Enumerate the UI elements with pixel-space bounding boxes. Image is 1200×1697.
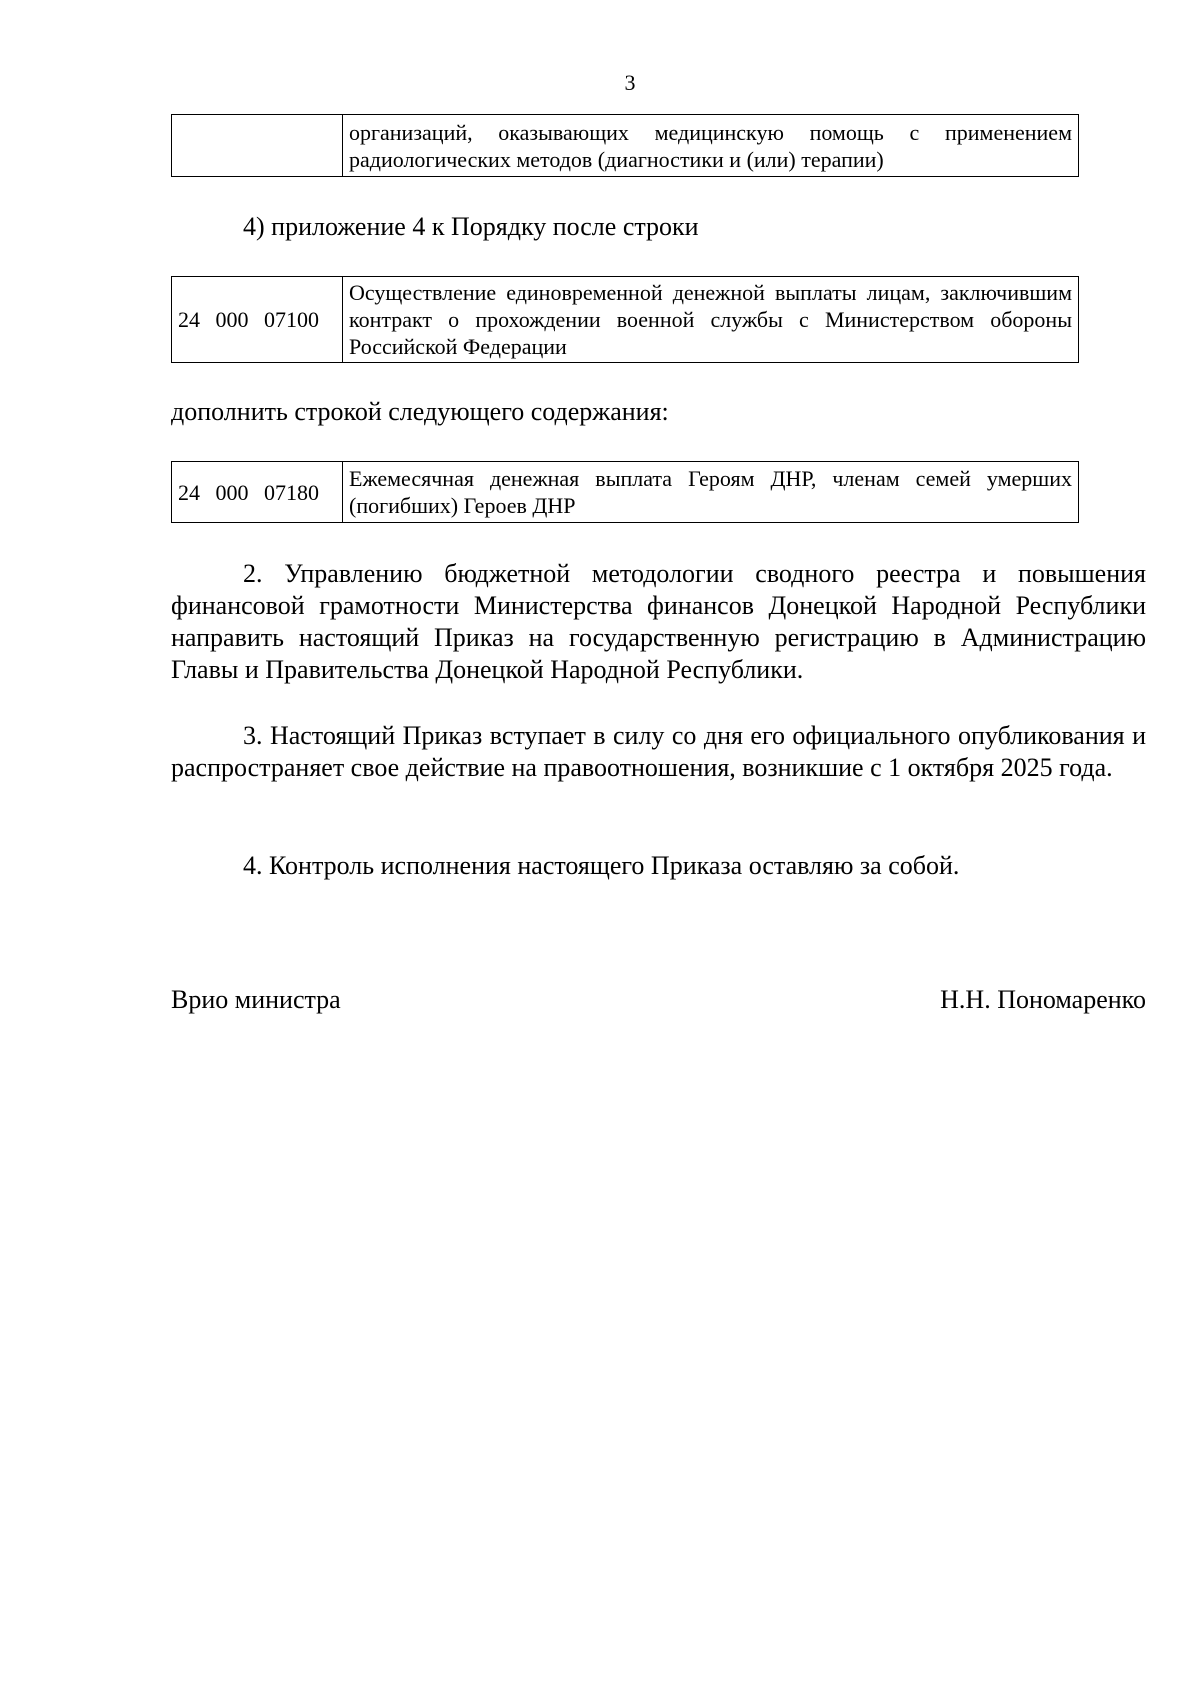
paragraph-4: 4. Контроль исполнения настоящего Приказа оставляю за собой.	[243, 851, 960, 880]
signatory-name: Н.Н. Пономаренко	[940, 985, 1146, 1014]
paragraph-3: 3. Настоящий Приказ вступает в силу со дня его официального опубликования и распространяет свое действие на правоотношения, возникшие с 1 октября 2025 года.	[171, 721, 1146, 782]
page-number: 3	[624, 70, 636, 95]
supplement-intro: дополнить строкой следующего содержания:	[171, 397, 669, 426]
existing-row-table	[171, 276, 1079, 363]
code-cell: 24 000 07100	[172, 277, 343, 363]
description-cell: Ежемесячная денежная выплата Героям ДНР, членам семей умерших (погибших) Героев ДНР	[343, 462, 1079, 523]
table-row	[172, 462, 1079, 523]
description-cell: Осуществление единовременной денежной выплаты лицам, заключившим контракт о прохождении военной службы с Министерством обороны Российской Федерации	[343, 277, 1079, 363]
paragraph-2: 2. Управлению бюджетной методологии сводного реестра и повышения финансовой грамотности Министерства финансов Донецкой Народной Республики направить настоящий Приказ на государственную регистрацию в Администрацию Главы и Правительства Донецкой Народной Республики.	[171, 559, 1146, 684]
table-row	[172, 277, 1079, 363]
continuation-table	[171, 114, 1079, 177]
signatory-position: Врио министра	[171, 985, 341, 1014]
description-cell: организаций, оказывающих медицинскую помощь с применением радиологических методов (диагностики и (или) терапии)	[343, 115, 1079, 177]
table-row	[172, 115, 1079, 177]
code-cell	[172, 115, 343, 177]
code-cell: 24 000 07180	[172, 462, 343, 523]
item-4-intro: 4) приложение 4 к Порядку после строки	[243, 212, 699, 241]
new-row-table	[171, 461, 1079, 523]
